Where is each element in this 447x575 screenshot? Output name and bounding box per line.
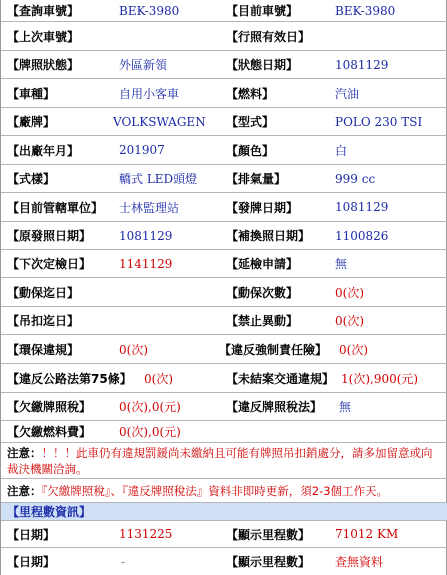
label-mileage-date: 【日期】: [7, 555, 56, 569]
value-highway-law: 0(次): [144, 371, 173, 386]
label-environment-violation: 【環保違規】: [7, 342, 80, 357]
note-lead: 注意：: [7, 484, 42, 498]
value-transfer-ban: 0(次): [335, 314, 364, 328]
info-row-highway-law: [1, 364, 447, 393]
value-body-style: 轎式 LED頭燈: [119, 172, 198, 186]
label-manufacture-date: 【出廠年月】: [7, 143, 80, 158]
label-mortgage-count: 【動保次數】: [226, 285, 299, 300]
value-color: 白: [335, 143, 348, 158]
info-row-previous-plate: [1, 22, 447, 51]
label-insurance-violation: 【違反強制責任險】: [219, 342, 328, 357]
value-issue-date: 1081129: [335, 200, 389, 214]
value-manufacture-date: 201907: [119, 143, 165, 157]
info-row-jurisdiction: [1, 193, 447, 222]
label-fuel-fee-owed: 【欠繳燃料費】: [7, 425, 92, 439]
label-unresolved-violations: 【未結案交通違規】: [226, 371, 335, 386]
label-license-expiry: 【行照有效日】: [226, 29, 311, 44]
info-row-original-issue: [1, 222, 447, 250]
warning-note-tax: [1, 479, 447, 503]
tax-note-text: [7, 483, 443, 499]
label-license-tax-owed: 【欠繳牌照稅】: [7, 400, 92, 414]
info-row-plate-status: [1, 51, 447, 79]
value-query-plate: BEK-3980: [119, 3, 180, 18]
note-lead: 注意：: [7, 446, 42, 460]
label-query-plate: 【查詢車號】: [7, 4, 80, 18]
label-odometer: 【顯示里程數】: [226, 527, 311, 542]
label-suspension-end: 【吊扣迄日】: [7, 314, 80, 328]
info-row-plate: [1, 0, 447, 22]
value-environment-violation: 0(次): [119, 342, 148, 357]
value-mortgage-count: 0(次): [335, 285, 364, 300]
warning-note-text: [7, 445, 443, 477]
label-inspection-extension: 【延檢申請】: [226, 257, 299, 271]
warning-note-violations: [1, 443, 447, 479]
info-row-fuel-fee: [1, 421, 447, 443]
label-displacement: 【排氣量】: [226, 172, 287, 186]
value-unresolved-violations: 1(次),900(元): [341, 371, 419, 386]
info-row-suspension: [1, 307, 447, 335]
label-issue-date: 【發牌日期】: [226, 200, 299, 215]
note-body: 『欠繳牌照稅』、『違反牌照稅法』資料非即時更新，須2-3個工作天。: [41, 484, 389, 498]
label-vehicle-type: 【車種】: [7, 86, 56, 101]
value-next-inspection: 1141129: [119, 256, 173, 271]
label-mortgage-end: 【動保迄日】: [7, 285, 80, 300]
info-row-environment: [1, 335, 447, 364]
info-row-brand: [1, 108, 447, 136]
info-row-body-style: [1, 165, 447, 193]
label-current-plate: 【目前車號】: [226, 4, 299, 18]
label-previous-plate: 【上次車號】: [7, 29, 80, 44]
value-jurisdiction: 士林監理站: [119, 200, 180, 215]
note-body: ！！！此車仍有違規罰鍰尚未繳納且可能有牌照吊扣銷處分，請多加留意或向裁決機關洽詢。: [7, 446, 433, 476]
value-insurance-violation: 0(次): [339, 342, 368, 357]
value-model: POLO 230 TSI: [335, 114, 423, 129]
label-license-tax-violation: 【違反牌照稅法】: [226, 400, 323, 414]
value-inspection-extension: 無: [335, 257, 348, 271]
label-odometer: 【顯示里程數】: [226, 555, 311, 569]
value-fuel: 汽油: [335, 86, 360, 101]
value-vehicle-type: 自用小客車: [119, 86, 180, 101]
info-row-vehicle-type: [1, 79, 447, 108]
value-reissue-date: 1100826: [335, 228, 389, 243]
label-mileage-date: 【日期】: [7, 527, 56, 542]
label-reissue-date: 【補換照日期】: [226, 229, 311, 243]
label-transfer-ban: 【禁止異動】: [226, 314, 299, 328]
value-plate-status: 外區新領: [119, 58, 168, 72]
label-next-inspection: 【下次定檢日】: [7, 257, 92, 271]
value-license-tax-owed: 0(次),0(元): [119, 400, 181, 414]
info-row-mortgage: [1, 278, 447, 307]
label-fuel: 【燃料】: [226, 86, 275, 101]
label-plate-status: 【牌照狀態】: [7, 58, 80, 72]
label-highway-law: 【違反公路法第75條】: [7, 371, 132, 386]
value-mileage-date: -: [121, 554, 126, 569]
value-displacement: 999 cc: [335, 171, 376, 186]
value-odometer: 71012 KM: [335, 527, 399, 541]
value-original-issue: 1081129: [119, 228, 173, 243]
value-status-date: 1081129: [335, 57, 389, 72]
value-license-tax-violation: 無: [339, 400, 352, 414]
mileage-row: [1, 548, 447, 575]
label-color: 【顏色】: [226, 143, 275, 158]
label-status-date: 【狀態日期】: [226, 58, 299, 72]
value-odometer: 查無資料: [335, 555, 384, 569]
mileage-row: [1, 521, 447, 548]
label-jurisdiction: 【目前管轄單位】: [7, 200, 104, 215]
label-original-issue: 【原發照日期】: [7, 229, 92, 243]
label-brand: 【廠牌】: [7, 115, 56, 129]
value-current-plate: BEK-3980: [335, 3, 396, 18]
mileage-section-title: 【里程數資訊】: [7, 505, 92, 519]
value-fuel-fee-owed: 0(次),0(元): [119, 425, 181, 439]
label-body-style: 【式樣】: [7, 172, 56, 186]
value-brand: VOLKSWAGEN: [113, 114, 206, 129]
mileage-section-header: [1, 503, 447, 521]
info-row-license-tax: [1, 393, 447, 421]
info-row-inspection: [1, 250, 447, 278]
value-mileage-date: 1131225: [119, 527, 173, 541]
info-row-manufacture: [1, 136, 447, 165]
label-model: 【型式】: [226, 115, 275, 129]
